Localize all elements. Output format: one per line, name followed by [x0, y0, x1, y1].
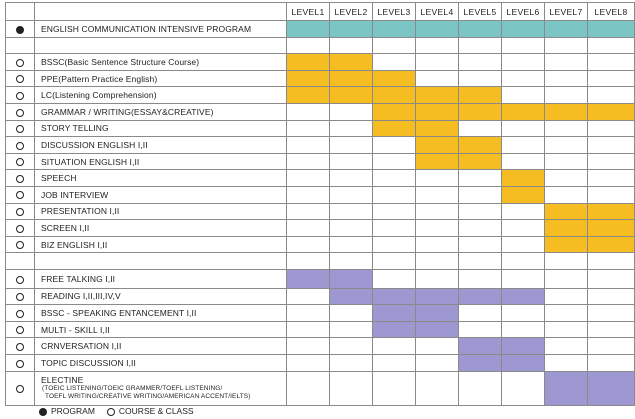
level-cell	[502, 120, 545, 137]
legend-course-label: COURSE & CLASS	[118, 406, 194, 416]
course-name-cell: BSSC - SPEAKING ENTANCEMENT I,II	[35, 305, 287, 322]
level-cell	[373, 153, 416, 170]
level-cell	[330, 170, 373, 187]
level-cell	[416, 170, 459, 187]
open-dot-icon	[16, 142, 24, 150]
level-cell	[330, 203, 373, 220]
level-cell-filled	[416, 305, 459, 322]
level-cell	[545, 170, 588, 187]
course-row	[6, 87, 635, 104]
level-cell-filled	[373, 103, 416, 120]
level-cell-filled	[502, 186, 545, 203]
level-cell	[502, 153, 545, 170]
program-row	[6, 21, 635, 38]
level-cell-filled	[588, 203, 635, 220]
level-cell	[459, 220, 502, 237]
level-cell	[459, 120, 502, 137]
level-cell	[287, 305, 330, 322]
course-name-cell: LC(Listening Comprehension)	[35, 87, 287, 104]
level-cell-filled	[502, 354, 545, 371]
curriculum-table	[5, 2, 635, 406]
level-cell-filled	[459, 103, 502, 120]
open-dot-icon	[16, 175, 24, 183]
course-name-cell: BSSC(Basic Sentence Structure Course)	[35, 54, 287, 71]
level-cell	[330, 354, 373, 371]
course-row	[6, 354, 635, 371]
level-cell	[416, 253, 459, 270]
filled-dot-icon	[39, 408, 47, 416]
level-cell-filled	[588, 371, 635, 405]
level-cell	[373, 371, 416, 405]
level-cell	[373, 338, 416, 355]
level-cell	[416, 220, 459, 237]
elective-detail: TOEFL WRITING/CREATIVE WRITING/AMERICAN ACCENT/IELTS)	[45, 393, 251, 401]
level-cell	[373, 203, 416, 220]
marker-cell	[6, 321, 35, 338]
level-cell-filled	[416, 321, 459, 338]
open-dot-icon	[16, 310, 24, 318]
level-cell	[287, 103, 330, 120]
marker-cell	[6, 70, 35, 87]
level-cell	[373, 236, 416, 253]
legend	[39, 406, 194, 417]
course-row	[6, 371, 635, 405]
marker-cell	[6, 220, 35, 237]
level-cell	[287, 153, 330, 170]
level-cell	[502, 253, 545, 270]
marker-cell	[6, 103, 35, 120]
level-cell	[588, 338, 635, 355]
level-cell-filled	[545, 220, 588, 237]
level-cell	[588, 354, 635, 371]
level-cell	[502, 37, 545, 54]
level-cell	[545, 70, 588, 87]
level-cell-filled	[502, 103, 545, 120]
level-cell	[545, 354, 588, 371]
spacer-row	[6, 37, 635, 54]
filled-dot-icon	[16, 26, 24, 34]
level-cell-filled	[330, 288, 373, 305]
level-cell	[459, 37, 502, 54]
level-header: LEVEL8	[588, 3, 635, 21]
level-cell-filled	[459, 153, 502, 170]
level-cell	[588, 120, 635, 137]
course-row	[6, 269, 635, 288]
elective-detail: (TOEIC LISTENING/TOEIC GRAMMER/TOEFL LISTENING/	[42, 385, 223, 393]
course-name-cell	[35, 37, 287, 54]
level-cell-filled	[459, 288, 502, 305]
marker-cell	[6, 170, 35, 187]
course-row	[6, 338, 635, 355]
course-row	[6, 54, 635, 71]
marker-cell	[6, 137, 35, 154]
level-cell-filled	[416, 137, 459, 154]
level-cell	[459, 54, 502, 71]
open-dot-icon	[16, 92, 24, 100]
level-cell	[330, 305, 373, 322]
level-cell	[459, 170, 502, 187]
level-cell	[330, 186, 373, 203]
open-dot-icon	[16, 158, 24, 166]
marker-cell	[6, 305, 35, 322]
level-cell	[416, 338, 459, 355]
level-cell-filled	[373, 70, 416, 87]
level-cell	[588, 253, 635, 270]
level-cell-filled	[287, 54, 330, 71]
level-cell	[416, 186, 459, 203]
level-cell	[502, 54, 545, 71]
level-cell	[545, 37, 588, 54]
level-cell	[545, 54, 588, 71]
level-cell	[502, 87, 545, 104]
open-dot-icon	[16, 191, 24, 199]
level-cell	[588, 153, 635, 170]
level-cell	[373, 137, 416, 154]
level-cell-filled	[373, 21, 416, 38]
marker-cell	[6, 253, 35, 270]
level-cell	[287, 37, 330, 54]
level-cell	[330, 220, 373, 237]
marker-cell	[6, 338, 35, 355]
level-cell	[287, 321, 330, 338]
level-cell	[416, 236, 459, 253]
marker-cell	[6, 269, 35, 288]
level-cell-filled	[459, 354, 502, 371]
level-cell	[502, 236, 545, 253]
level-cell	[588, 288, 635, 305]
course-row	[6, 103, 635, 120]
course-name-cell: BIZ ENGLISH I,II	[35, 236, 287, 253]
level-cell	[545, 186, 588, 203]
level-cell-filled	[287, 21, 330, 38]
level-cell-filled	[459, 137, 502, 154]
level-cell-filled	[373, 305, 416, 322]
course-row	[6, 186, 635, 203]
level-cell-filled	[330, 54, 373, 71]
course-row	[6, 220, 635, 237]
level-cell-filled	[545, 21, 588, 38]
level-cell-filled	[416, 21, 459, 38]
level-cell	[545, 305, 588, 322]
level-cell-filled	[502, 338, 545, 355]
level-cell	[373, 186, 416, 203]
level-cell	[459, 253, 502, 270]
marker-cell	[6, 354, 35, 371]
level-cell	[416, 37, 459, 54]
level-cell	[588, 87, 635, 104]
level-cell	[459, 186, 502, 203]
course-name-cell: FREE TALKING I,II	[35, 269, 287, 288]
level-cell	[545, 269, 588, 288]
level-cell	[373, 54, 416, 71]
level-cell	[502, 269, 545, 288]
course-name-cell: CRNVERSATION I,II	[35, 338, 287, 355]
marker-cell	[6, 153, 35, 170]
level-cell	[287, 354, 330, 371]
level-cell	[545, 321, 588, 338]
level-cell	[588, 37, 635, 54]
level-cell-filled	[287, 70, 330, 87]
level-cell	[502, 203, 545, 220]
level-cell	[588, 305, 635, 322]
marker-cell	[6, 37, 35, 54]
level-cell	[502, 371, 545, 405]
level-cell	[330, 338, 373, 355]
legend-program-label: PROGRAM	[51, 406, 95, 416]
spacer-row	[6, 253, 635, 270]
level-cell	[545, 153, 588, 170]
marker-cell	[6, 371, 35, 405]
open-dot-icon	[16, 109, 24, 117]
level-cell-filled	[545, 203, 588, 220]
level-cell-filled	[502, 288, 545, 305]
level-cell-filled	[330, 87, 373, 104]
level-cell	[330, 236, 373, 253]
header-mark-cell	[6, 3, 35, 21]
level-cell	[588, 70, 635, 87]
course-name-cell: MULTI - SKILL I,II	[35, 321, 287, 338]
level-cell	[416, 354, 459, 371]
header-name-cell	[35, 3, 287, 21]
level-cell-filled	[545, 371, 588, 405]
level-cell-filled	[373, 288, 416, 305]
level-cell	[459, 236, 502, 253]
course-name-cell: SCREEN I,II	[35, 220, 287, 237]
course-name-cell: GRAMMAR / WRITING(ESSAY&CREATIVE)	[35, 103, 287, 120]
level-cell	[287, 236, 330, 253]
course-name-cell: SITUATION ENGLISH I,II	[35, 153, 287, 170]
level-cell	[459, 371, 502, 405]
level-cell	[502, 220, 545, 237]
open-dot-icon	[16, 75, 24, 83]
level-cell	[588, 54, 635, 71]
level-cell-filled	[588, 21, 635, 38]
level-cell	[588, 269, 635, 288]
level-cell-filled	[545, 103, 588, 120]
level-cell	[459, 70, 502, 87]
level-cell	[373, 170, 416, 187]
marker-cell	[6, 186, 35, 203]
level-cell	[502, 70, 545, 87]
level-cell-filled	[287, 87, 330, 104]
open-dot-icon	[16, 225, 24, 233]
level-cell-filled	[459, 21, 502, 38]
level-cell	[588, 170, 635, 187]
open-dot-icon	[16, 208, 24, 216]
course-name-cell: PPE(Pattern Practice English)	[35, 70, 287, 87]
level-cell	[330, 153, 373, 170]
course-rows	[6, 21, 635, 406]
level-cell-filled	[588, 103, 635, 120]
level-cell-filled	[330, 269, 373, 288]
marker-cell	[6, 288, 35, 305]
level-cell	[373, 220, 416, 237]
level-cell-filled	[373, 120, 416, 137]
level-cell	[330, 137, 373, 154]
level-cell	[588, 321, 635, 338]
course-name-cell: DISCUSSION ENGLISH I,II	[35, 137, 287, 154]
marker-cell	[6, 54, 35, 71]
course-row	[6, 288, 635, 305]
level-cell	[459, 203, 502, 220]
course-name-cell: STORY TELLING	[35, 120, 287, 137]
level-cell	[330, 120, 373, 137]
level-cell	[330, 321, 373, 338]
level-cell	[459, 321, 502, 338]
level-cell	[287, 170, 330, 187]
level-cell	[416, 203, 459, 220]
level-cell	[502, 321, 545, 338]
marker-cell	[6, 21, 35, 38]
level-cell-filled	[416, 288, 459, 305]
course-name-cell: PRESENTATION I,II	[35, 203, 287, 220]
level-cell-filled	[416, 153, 459, 170]
open-dot-icon	[16, 385, 24, 393]
level-cell	[588, 137, 635, 154]
level-cell	[287, 338, 330, 355]
level-cell	[287, 137, 330, 154]
course-name-cell	[35, 371, 287, 405]
level-header: LEVEL5	[459, 3, 502, 21]
level-cell	[545, 120, 588, 137]
course-name-cell: TOPIC DISCUSSION I,II	[35, 354, 287, 371]
level-header: LEVEL6	[502, 3, 545, 21]
level-cell	[287, 253, 330, 270]
level-cell	[287, 371, 330, 405]
level-header: LEVEL1	[287, 3, 330, 21]
level-header: LEVEL7	[545, 3, 588, 21]
open-dot-icon	[107, 408, 115, 416]
level-cell-filled	[502, 170, 545, 187]
level-cell	[287, 120, 330, 137]
level-cell-filled	[588, 220, 635, 237]
course-row	[6, 321, 635, 338]
course-row	[6, 170, 635, 187]
course-row	[6, 70, 635, 87]
level-cell	[287, 203, 330, 220]
level-cell	[588, 186, 635, 203]
elective-title: ELECTINE	[41, 375, 84, 386]
level-cell	[287, 288, 330, 305]
level-cell-filled	[416, 103, 459, 120]
open-dot-icon	[16, 125, 24, 133]
marker-cell	[6, 203, 35, 220]
level-cell-filled	[416, 120, 459, 137]
open-dot-icon	[16, 276, 24, 284]
level-cell-filled	[502, 21, 545, 38]
level-cell	[373, 253, 416, 270]
level-header: LEVEL4	[416, 3, 459, 21]
level-cell	[459, 305, 502, 322]
level-cell	[416, 371, 459, 405]
course-row	[6, 236, 635, 253]
level-cell	[330, 103, 373, 120]
level-cell	[502, 305, 545, 322]
level-cell-filled	[588, 236, 635, 253]
level-header: LEVEL2	[330, 3, 373, 21]
level-cell-filled	[373, 321, 416, 338]
marker-cell	[6, 120, 35, 137]
course-name-cell: ENGLISH COMMUNICATION INTENSIVE PROGRAM	[35, 21, 287, 38]
level-cell	[545, 288, 588, 305]
level-cell	[545, 338, 588, 355]
open-dot-icon	[16, 59, 24, 67]
level-header: LEVEL3	[373, 3, 416, 21]
level-cell	[373, 354, 416, 371]
level-cell-filled	[416, 87, 459, 104]
level-cell-filled	[459, 338, 502, 355]
level-cell	[545, 137, 588, 154]
open-dot-icon	[16, 241, 24, 249]
course-row	[6, 305, 635, 322]
level-cell	[287, 220, 330, 237]
level-cell	[373, 269, 416, 288]
level-cell	[416, 269, 459, 288]
level-cell	[416, 70, 459, 87]
marker-cell	[6, 87, 35, 104]
course-name-cell	[35, 253, 287, 270]
level-cell	[545, 253, 588, 270]
level-cell	[545, 87, 588, 104]
level-cell-filled	[545, 236, 588, 253]
open-dot-icon	[16, 343, 24, 351]
open-dot-icon	[16, 326, 24, 334]
level-cell	[416, 54, 459, 71]
level-cell	[373, 37, 416, 54]
course-row	[6, 153, 635, 170]
level-cell-filled	[287, 269, 330, 288]
marker-cell	[6, 236, 35, 253]
header-row	[6, 3, 635, 21]
open-dot-icon	[16, 293, 24, 301]
level-cell	[287, 186, 330, 203]
course-row	[6, 203, 635, 220]
level-cell	[459, 269, 502, 288]
level-cell	[330, 371, 373, 405]
open-dot-icon	[16, 360, 24, 368]
level-cell	[330, 37, 373, 54]
course-name-cell: JOB INTERVIEW	[35, 186, 287, 203]
level-cell-filled	[373, 87, 416, 104]
course-row	[6, 120, 635, 137]
level-cell-filled	[459, 87, 502, 104]
level-cell	[330, 253, 373, 270]
course-name-cell: READING I,II,III,IV,V	[35, 288, 287, 305]
course-name-cell: SPEECH	[35, 170, 287, 187]
level-cell	[502, 137, 545, 154]
level-cell-filled	[330, 21, 373, 38]
course-row	[6, 137, 635, 154]
level-cell-filled	[330, 70, 373, 87]
